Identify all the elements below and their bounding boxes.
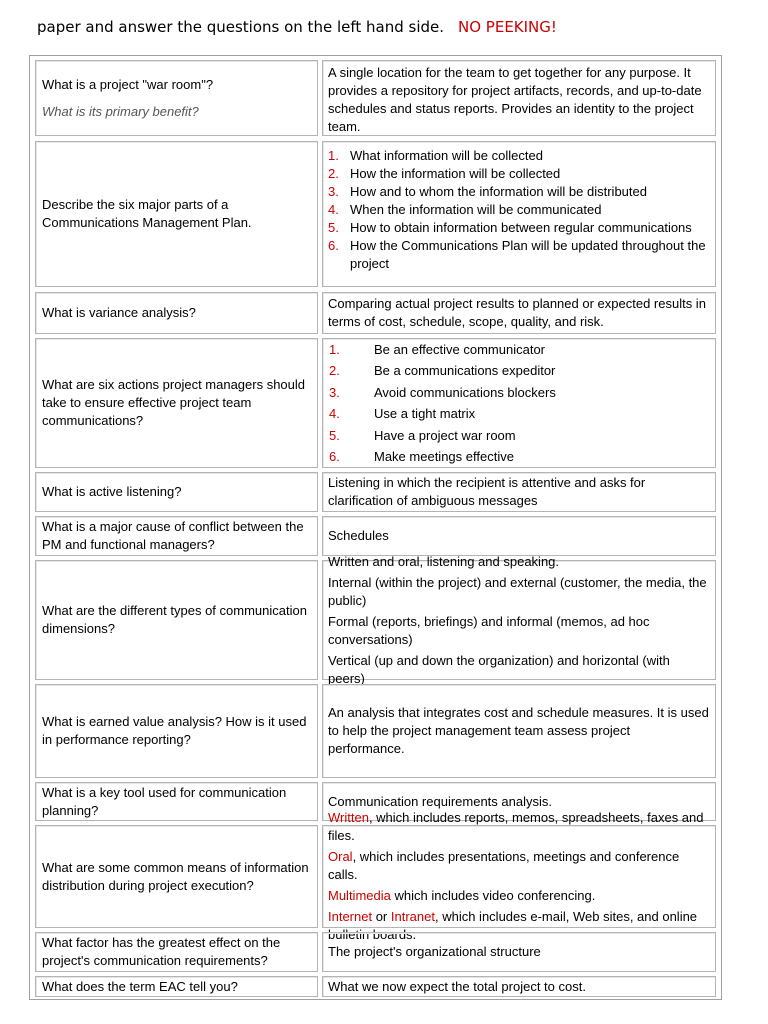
list-item: [329, 403, 710, 425]
intro-text: paper and answer the questions on the left hand side.: [37, 18, 444, 36]
list-number: 1.: [328, 148, 339, 163]
list-number: 5.: [329, 427, 340, 443]
answer-text: Schedules: [328, 528, 389, 543]
list-text: When the information will be communicated: [350, 202, 602, 217]
list-number: 2.: [329, 363, 340, 378]
list-text: How the information will be collected: [350, 166, 561, 181]
answer-cell: [322, 516, 716, 556]
answer-paragraph: Written and oral, listening and speaking.: [328, 553, 560, 569]
question-cell: [35, 292, 318, 334]
question-cell: [35, 472, 318, 512]
answer-text: Communication requirements analysis.: [328, 793, 552, 809]
means-term: Internet: [328, 909, 373, 924]
question-text: What is earned value analysis? How is it used in performance reporting?: [42, 714, 307, 747]
table-row: [35, 810, 716, 942]
list-item: [328, 147, 710, 165]
answer-cell: [322, 976, 716, 997]
question-cell: [35, 560, 318, 680]
question-text: What is a project "war room"?: [42, 76, 214, 92]
list-number: 3.: [329, 384, 340, 400]
answer-cell: [322, 141, 716, 287]
question-text: What are six actions project managers should take to ensure effective project team communications?: [42, 377, 306, 428]
question-cell: [35, 516, 318, 556]
means-item: [328, 887, 710, 905]
list-item: [328, 237, 710, 273]
answer-text: An analysis that integrates cost and schedule measures. It is used to help the project management team assess project performance.: [328, 705, 709, 756]
list-number: 3.: [328, 184, 339, 199]
answer-paragraph: Vertical (up and down the organization) and horizontal (with peers): [328, 652, 670, 686]
answer-text: Listening in which the recipient is attentive and asks for clarification of ambiguous messages: [328, 475, 646, 508]
list-number: 4.: [329, 406, 340, 421]
answer-cell: [322, 472, 716, 512]
list-number: 5.: [328, 220, 339, 235]
list-item: [328, 201, 710, 219]
table-row: [35, 472, 716, 512]
list-text: Avoid communications blockers: [374, 384, 556, 400]
question-text: What are some common means of information distribution during project execution?: [42, 859, 309, 893]
list-text: How to obtain information between regular communications: [350, 220, 692, 235]
question-text: What is a major cause of conflict between the PM and functional managers?: [42, 519, 304, 552]
table-row: [35, 292, 716, 334]
list-item: [329, 339, 710, 361]
list-text: Be an effective communicator: [374, 341, 546, 357]
list-number: 6.: [329, 449, 340, 464]
table-row: [35, 516, 716, 556]
list-number: 6.: [328, 238, 339, 253]
question-text: Describe the six major parts of a Communications Management Plan.: [42, 197, 252, 230]
question-cell: [35, 932, 318, 972]
means-term: Oral: [328, 849, 353, 864]
answer-paragraph: Formal (reports, briefings) and informal (memos, ad hoc conversations): [328, 613, 650, 647]
means-desc: , which includes e-mail, Web sites, and online bulletin boards.: [328, 909, 698, 942]
list-text: How and to whom the information will be distributed: [350, 184, 647, 199]
answer-text: A single location for the team to get together for any purpose. It provides a repository for project artifacts, records, and up-to-date schedules and status reports. Provides an identity to the project team.: [328, 65, 702, 134]
means-term: Multimedia: [328, 888, 391, 903]
answer-cell: [322, 338, 716, 468]
list-text: Be a communications expeditor: [374, 363, 556, 378]
list-text: Use a tight matrix: [374, 406, 476, 421]
list-item: [329, 425, 710, 447]
table-row: [35, 684, 716, 778]
list-item: [329, 446, 710, 468]
subquestion-text: What is its primary benefit?: [42, 103, 199, 119]
answer-cell: [322, 932, 716, 972]
question-cell: [35, 825, 318, 928]
qa-table: [29, 55, 722, 1000]
list-item: [328, 183, 710, 201]
means-item: [328, 848, 710, 884]
question-cell: [35, 684, 318, 778]
answer-cell: [322, 553, 716, 686]
means-term: Intranet: [390, 909, 435, 924]
table-row: [35, 932, 716, 972]
question-text: What factor has the greatest effect on the project's communication requirements?: [42, 935, 281, 968]
question-text: What is variance analysis?: [42, 305, 196, 320]
answer-cell: [322, 810, 716, 942]
question-cell: [35, 60, 318, 136]
list-item: [328, 219, 710, 237]
list-number: 1.: [329, 341, 340, 357]
table-row: [35, 60, 716, 136]
means-desc: which includes video conferencing.: [390, 888, 596, 903]
question-text: What is a key tool used for communication planning?: [42, 784, 287, 818]
answer-text: Comparing actual project results to planned or expected results in terms of cost, schedule, scope, quality, and risk.: [328, 296, 706, 329]
no-peeking-warning: NO PEEKING!: [458, 18, 557, 36]
answer-cell: [322, 292, 716, 334]
question-text: What are the different types of communication dimensions?: [42, 603, 307, 636]
question-cell: [35, 338, 318, 468]
answer-text: What we now expect the total project to cost.: [328, 978, 586, 994]
table-row: [35, 338, 716, 468]
list-text: Make meetings effective: [374, 449, 514, 464]
question-cell: [35, 976, 318, 997]
means-desc: , which includes reports, memos, spreadsheets, faxes and files.: [328, 810, 704, 843]
question-cell: [35, 141, 318, 287]
table-row: [35, 141, 716, 287]
means-term: Written: [328, 810, 369, 825]
list-item: [329, 382, 710, 404]
table-row: [35, 553, 716, 686]
question-text: What is active listening?: [42, 484, 182, 499]
table-row: [35, 976, 716, 997]
answer-text: The project's organizational structure: [328, 944, 541, 959]
question-text: What does the term EAC tell you?: [42, 978, 238, 994]
intro-line: [37, 18, 557, 36]
means-item: [328, 809, 710, 845]
list-text: How the Communications Plan will be updated throughout the project: [350, 238, 706, 271]
answer-cell: [322, 684, 716, 778]
means-desc: , which includes presentations, meetings and conference calls.: [328, 849, 680, 882]
list-number: 2.: [328, 166, 339, 181]
question-cell: [35, 782, 318, 821]
list-item: [328, 165, 710, 183]
list-number: 4.: [328, 202, 339, 217]
means-connector: or: [372, 909, 391, 924]
answer-cell: [322, 60, 716, 136]
answer-paragraph: Internal (within the project) and external (customer, the media, the public): [328, 574, 707, 608]
list-item: [329, 360, 710, 382]
list-text: Have a project war room: [374, 427, 516, 443]
list-text: What information will be collected: [350, 148, 543, 163]
